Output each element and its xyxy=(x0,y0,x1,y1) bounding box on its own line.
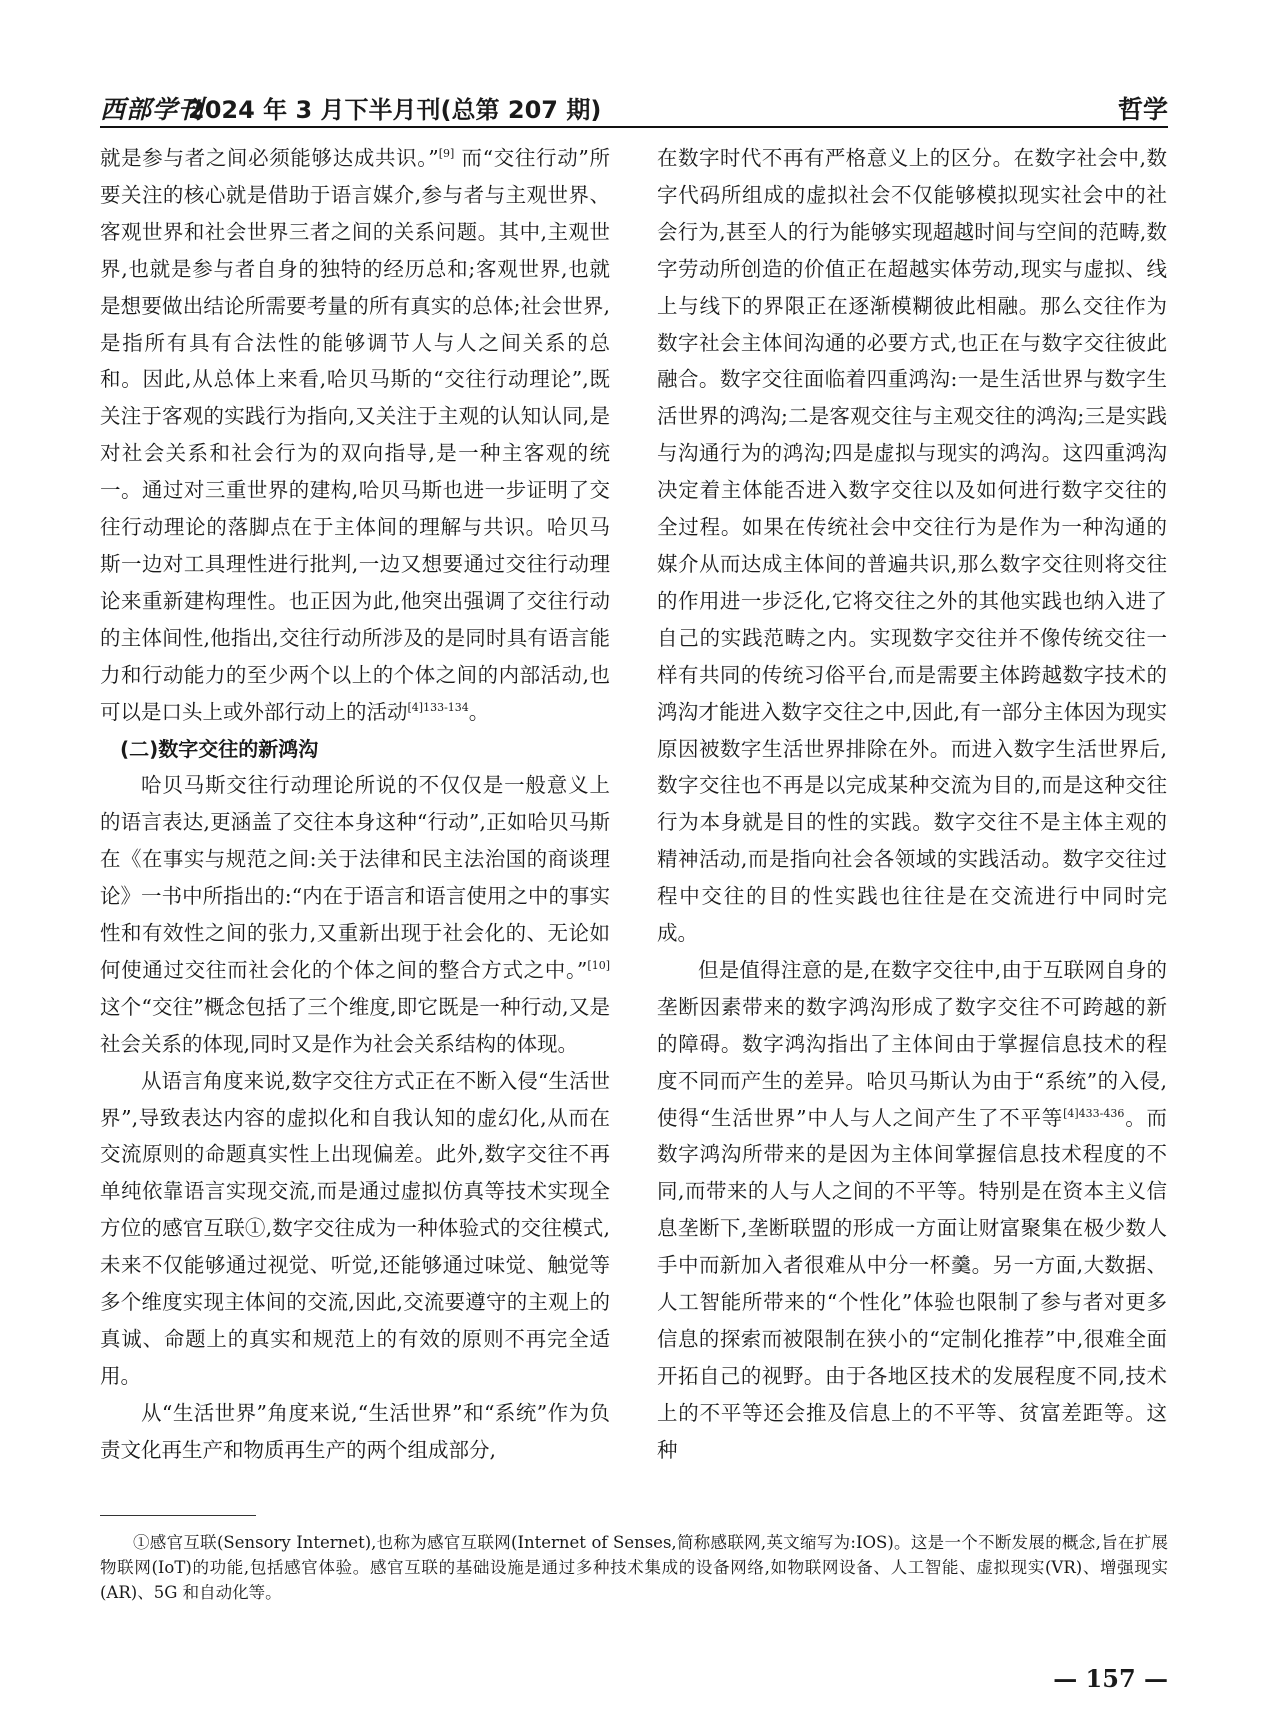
paragraph: 从语言角度来说,数字交往方式正在不断入侵“生活世界”,导致表达内容的虚拟化和自我认知的虚幻化,从而在交流原则的命题真实性上出现偏差。此外,数字交往不再单纯依靠语言实现交流,而是通过虚拟仿真等技术实现全方位的感官互联①,数字交往成为一种体验式的交往模式,未来不仅能够通过视觉、听觉,还能够通过味觉、触觉等多个维度实现主体间的交流,因此,交流要遵守的主观上的真诚、命题上的真实和规范上的有效的原则不再完全适用。 xyxy=(100,1068,610,1388)
paragraph xyxy=(100,140,610,731)
issue-info: 2024 年 3 月下半月刊(总第 207 期) xyxy=(188,96,602,124)
citation: [4]133-134 xyxy=(407,700,469,714)
page-number: — 157 — xyxy=(1053,1664,1168,1693)
header-rule xyxy=(100,126,1168,128)
text-run: 但是值得注意的是,在数字交往中,由于互联网自身的垄断因素带来的数字鸿沟形成了数字交往不可跨越的新的障碍。数字鸿沟指出了主体间由于掌握信息技术的程度不同而产生的差异。哈贝马斯认为由于“系统”的入侵,使得“生活世界”中人与人之间产生了不平等 xyxy=(657,957,1167,1130)
paragraph: 从“生活世界”角度来说,“生活世界”和“系统”作为负责文化再生产和物质再生产的两个组成部分, xyxy=(100,1400,610,1462)
footnote: ①感官互联(Sensory Internet),也称为感官互联网(Internet of Senses,简称感联网,英文缩写为:IOS)。这是一个不断发展的概念,旨在扩展物联网(IoT)的功能,包括感官体验。感官互联的基础设施是通过多种技术集成的设备网络,如物联网设备、人工智能、虚拟现实(VR)、增强现实(AR)、5G 和自动化等。 xyxy=(100,1533,1168,1602)
paragraph xyxy=(657,952,1167,1469)
text-run: 而“交往行动”所要关注的核心就是借助于语言媒介,参与者与主观世界、客观世界和社会世界三者之间的关系问题。其中,主观世界,也就是参与者自身的独特的经历总和;客观世界,也就是想要做出结论所需要考量的所有真实的总体;社会世界,是指所有具有合法性的能够调节人与人之间关系的总和。因此,从总体上来看,哈贝马斯的“交往行动理论”,既关注于客观的实践行为指向,又关注于主观的认知认同,是对社会关系和社会行为的双向指导,是一种主客观的统一。通过对三重世界的建构,哈贝马斯也进一步证明了交往行动理论的落脚点在于主体间的理解与共识。哈贝马斯一边对工具理性进行批判,一边又想要通过交往行动理论来重新建构理性。也正因为此,他突出强调了交往行动的主体间性,他指出,交往行动所涉及的是同时具有语言能力和行动能力的至少两个以上的个体之间的内部活动,也可以是口头上或外部行动上的活动 xyxy=(100,146,610,724)
section-subheading: (二)数字交往的新鸿沟 xyxy=(120,736,319,761)
paragraph: 在数字时代不再有严格意义上的区分。在数字社会中,数字代码所组成的虚拟社会不仅能够模拟现实社会中的社会行为,甚至人的行为能够实现超越时间与空间的范畴,数字劳动所创造的价值正在超越实体劳动,现实与虚拟、线上与线下的界限正在逐渐模糊彼此相融。那么交往作为数字社会主体间沟通的必要方式,也正在与数字交往彼此融合。数字交往面临着四重鸿沟:一是生活世界与数字生活世界的鸿沟;二是客观交往与主观交往的鸿沟;三是实践与沟通行为的鸿沟;四是虚拟与现实的鸿沟。这四重鸿沟决定着主体能否进入数字交往以及如何进行数字交往的全过程。如果在传统社会中交往行为是作为一种沟通的媒介从而达成主体间的普遍共识,那么数字交往则将交往的作用进一步泛化,它将交往之外的其他实践也纳入进了自己的实践范畴之内。实现数字交往并不像传统交往一样有共同的传统习俗平台,而是需要主体跨越数字技术的鸿沟才能进入数字交往之中,因此,有一部分主体因为现实原因被数字生活世界排除在外。而进入数字生活世界后,数字交往也不再是以完成某种交流为目的,而是这种交往行为本身就是目的性的实践。数字交往不是主体主观的精神活动,而是指向社会各领域的实践活动。数字交往过程中交往的目的性实践也往往是在交流进行中同时完成。 xyxy=(657,146,1167,946)
text-run: 哈贝马斯交往行动理论所说的不仅仅是一般意义上的语言表达,更涵盖了交往本身这种“行动”,正如哈贝马斯在《在事实与规范之间:关于法律和民主法治国的商谈理论》一书中所指出的:“内在于语言和语言使用之中的事实性和有效性之间的张力,又重新出现于社会化的、无论如何使通过交往而社会化的个体之间的整合方式之中。” xyxy=(100,773,610,982)
left-column xyxy=(100,140,610,1469)
paragraph xyxy=(100,767,610,1062)
citation: [4]433-436 xyxy=(1063,1106,1125,1120)
text-run: 。而数字鸿沟所带来的是因为主体间掌握信息技术程度的不同,而带来的人与人之间的不平等。特别是在资本主义信息垄断下,垄断联盟的形成一方面让财富聚集在极少数人手中而新加入者很难从中分一杯羹。另一方面,大数据、人工智能所带来的“个性化”体验也限制了参与者对更多信息的探索而被限制在狭小的“定制化推荐”中,很难全面开拓自己的视野。由于各地区技术的发展程度不同,技术上的不平等还会推及信息上的不平等、贫富差距等。这种 xyxy=(657,1105,1168,1462)
section-label: 哲学 xyxy=(1117,95,1168,124)
citation: [10] xyxy=(587,958,610,972)
footnote-rule xyxy=(100,1515,256,1516)
right-column xyxy=(657,140,1167,1469)
page-header xyxy=(100,88,1168,122)
text-run: 。 xyxy=(468,699,490,724)
journal-logo: 西部学刊 xyxy=(100,95,205,124)
text-run: 就是参与者之间必须能够达成共识。” xyxy=(100,146,439,170)
citation: [9] xyxy=(438,147,455,160)
text-run: 这个“交往”概念包括了三个维度,即它既是一种行动,又是社会关系的体现,同时又是作为社会关系结构的体现。 xyxy=(100,994,610,1056)
